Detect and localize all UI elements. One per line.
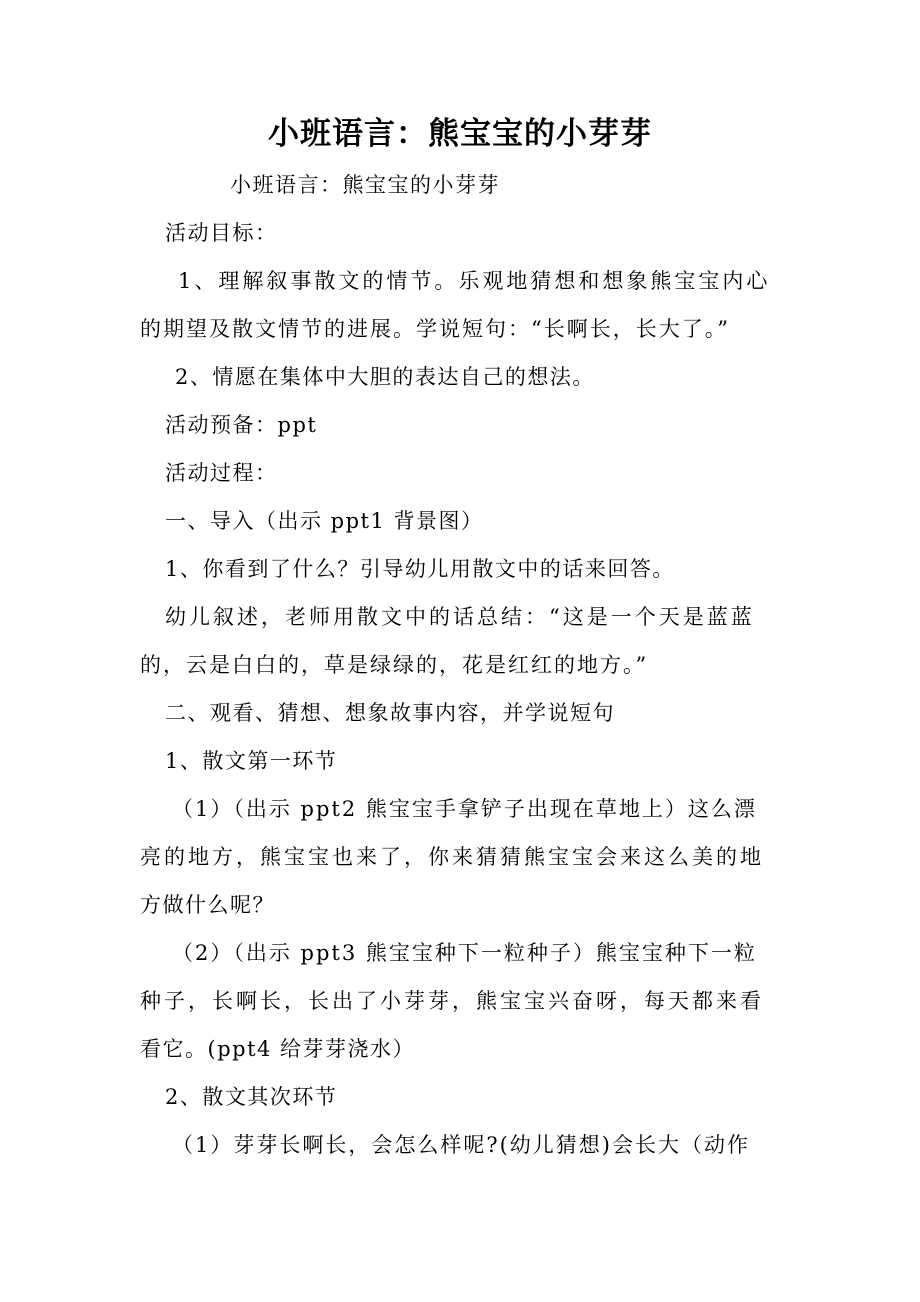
text-line: 活动预备：ppt — [165, 413, 318, 437]
document-title: 小班语言：熊宝宝的小芽芽 — [268, 116, 652, 152]
text-line: 种子，长啊长，长出了小芽芽，熊宝宝兴奋呀，每天都来看 — [140, 989, 764, 1013]
text-line: （1）芽芽长啊长，会怎么样呢?(幼儿猜想)会长大（动作 — [172, 1133, 751, 1157]
text-line: 活动目标： — [165, 221, 278, 245]
text-line: 的，云是白白的，草是绿绿的，花是红红的地方。” — [140, 653, 649, 677]
text-line: 1、理解叙事散文的情节。乐观地猜想和想象熊宝宝内心 — [178, 269, 771, 293]
text-line: （1）（出示 ppt2 熊宝宝手拿铲子出现在草地上）这么漂 — [172, 797, 757, 821]
text-line: 亮的地方，熊宝宝也来了，你来猜猜熊宝宝会来这么美的地 — [140, 845, 764, 869]
subtitle-line: 小班语言：熊宝宝的小芽芽 — [230, 173, 500, 197]
text-line: 1、你看到了什么？引导幼儿用散文中的话来回答。 — [165, 557, 675, 581]
text-line: 一、导入（出示 ppt1 背景图） — [165, 509, 484, 533]
text-line: 1、散文第一环节 — [165, 749, 338, 773]
text-line: 方做什么呢？ — [140, 893, 275, 917]
text-line: 幼儿叙述，老师用散文中的话总结：“这是一个天是蓝蓝 — [165, 605, 755, 629]
text-line: 的期望及散文情节的进展。学说短句：“长啊长，长大了。” — [140, 317, 730, 341]
text-line: 看它。(ppt4 给芽芽浇水） — [140, 1037, 416, 1061]
text-line: 2、情愿在集体中大胆的表达自己的想法。 — [175, 365, 595, 389]
text-line: 二、观看、猜想、想象故事内容，并学说短句 — [165, 701, 615, 725]
text-line: 活动过程： — [165, 461, 278, 485]
text-line: （2）（出示 ppt3 熊宝宝种下一粒种子）熊宝宝种下一粒 — [172, 941, 757, 965]
text-line: 2、散文其次环节 — [165, 1085, 338, 1109]
